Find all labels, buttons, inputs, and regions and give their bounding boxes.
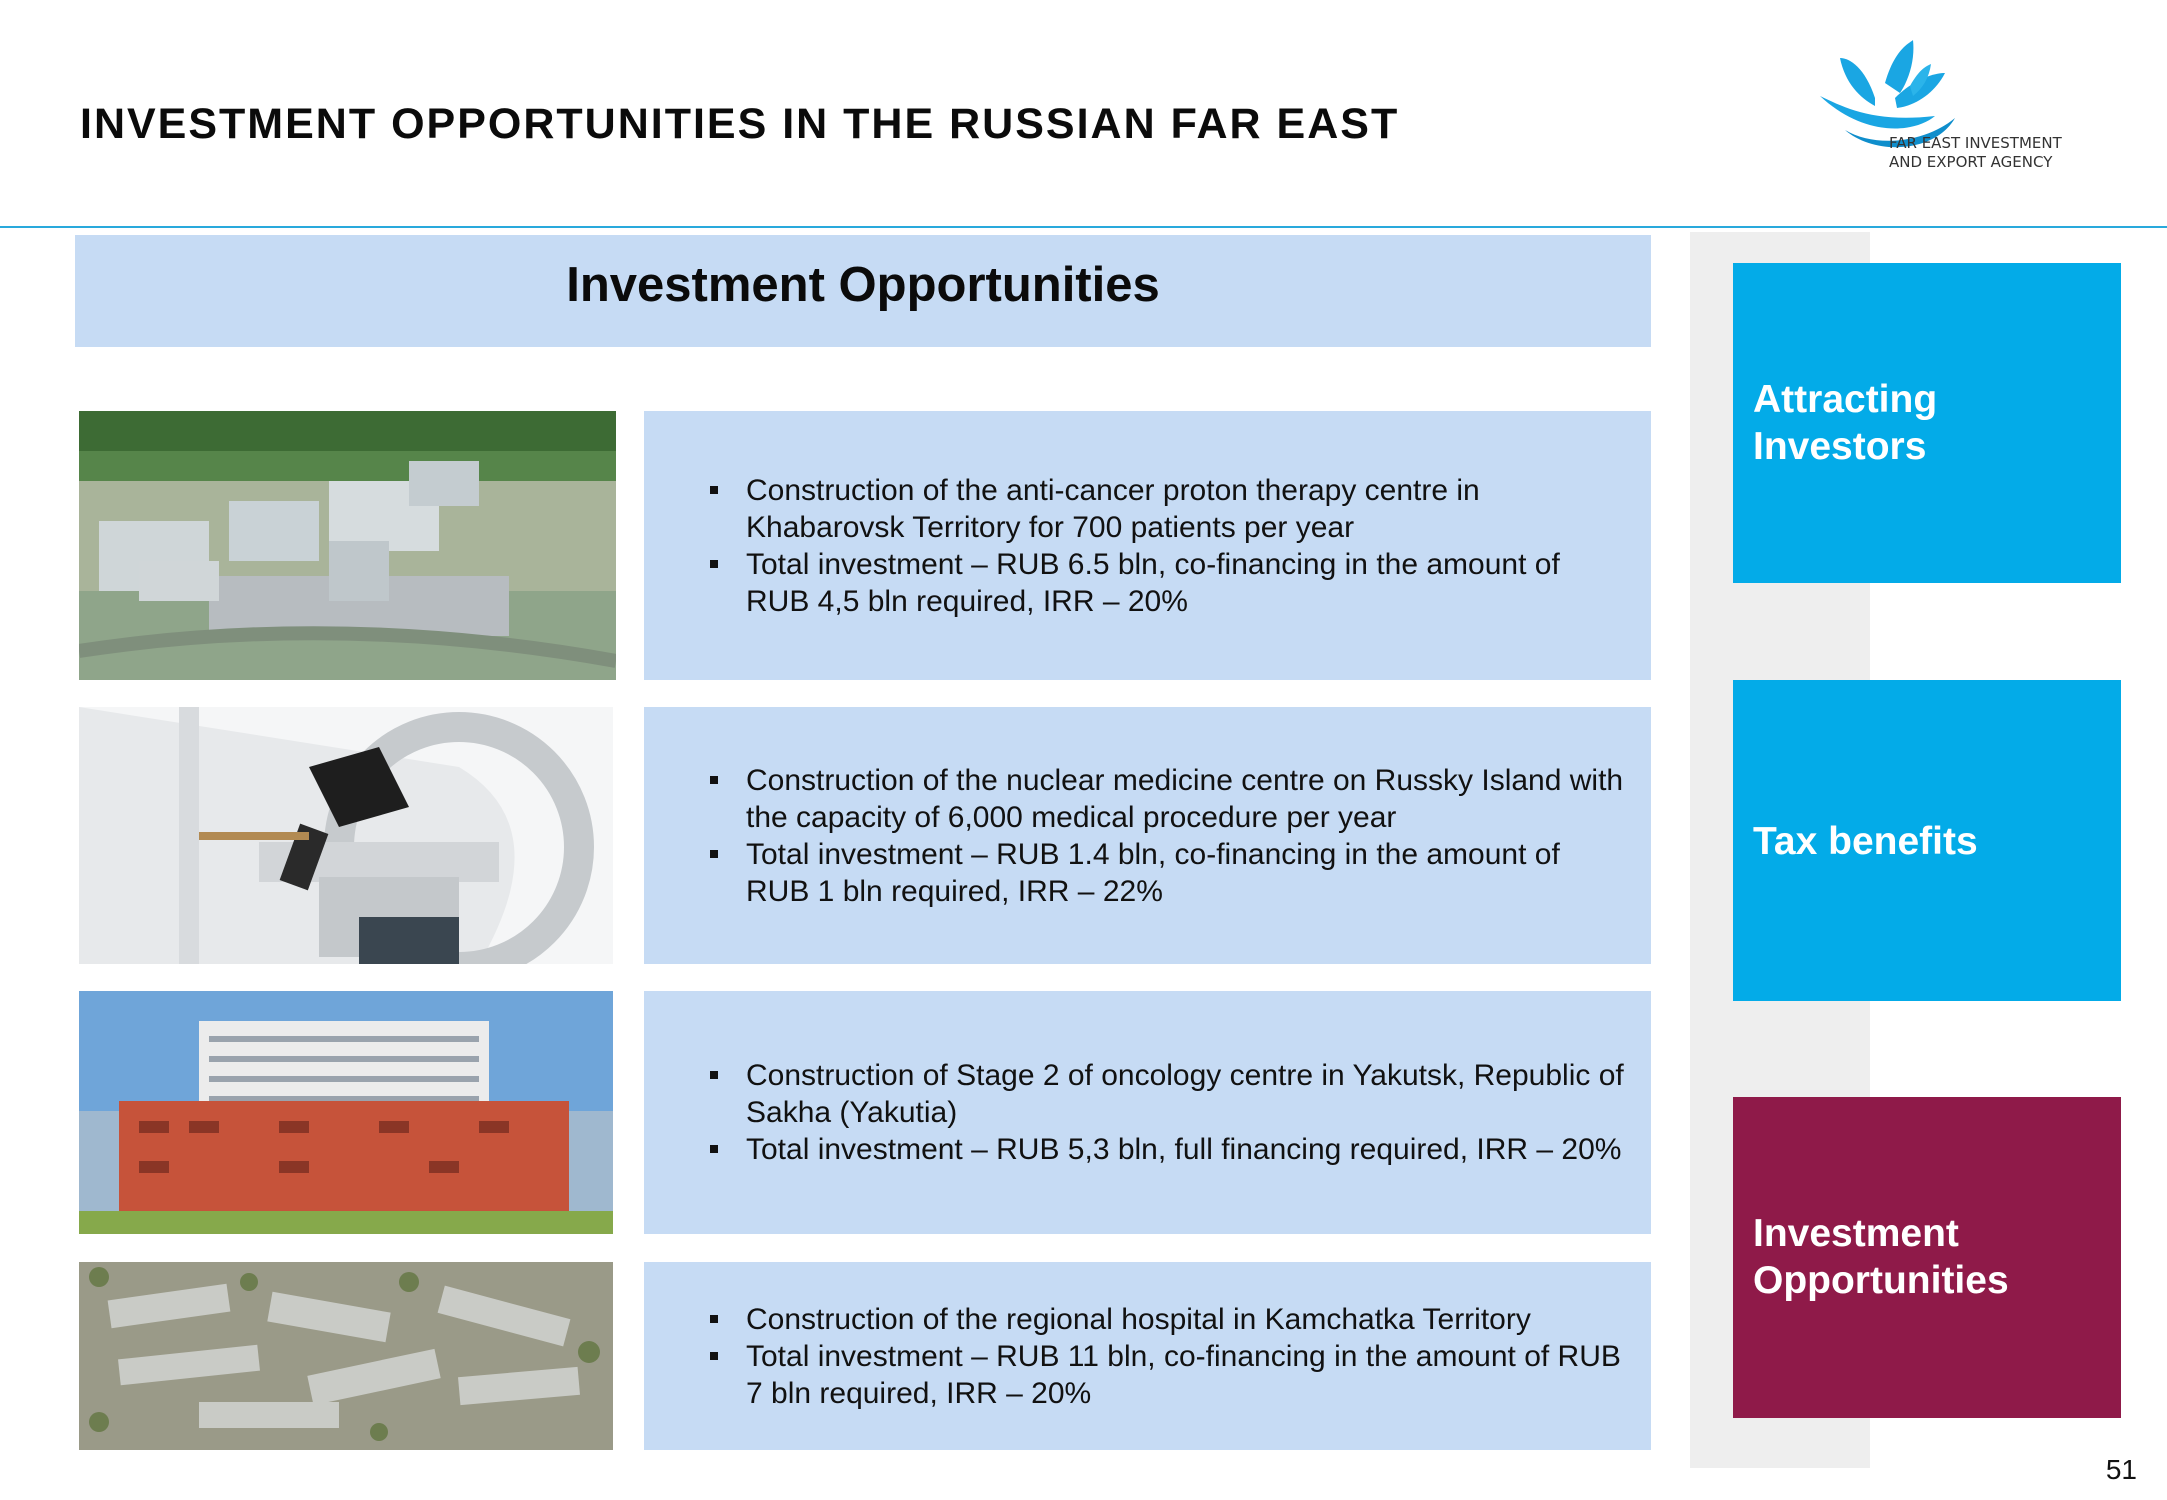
project-financing: Total investment – RUB 5,3 bln, full financing required, IRR – 20% — [686, 1131, 1631, 1168]
project-description: Construction of the nuclear medicine centre on Russky Island with the capacity of 6,000 medical procedure per year — [686, 762, 1631, 836]
nav-label: Tax benefits — [1753, 820, 1978, 863]
project-financing: Total investment – RUB 11 bln, co-financing in the amount of RUB 7 bln required, IRR – 20% — [686, 1338, 1631, 1412]
nav-label: Investment Opportunities — [1753, 1212, 2009, 1302]
project-bullet-list — [686, 472, 1631, 620]
project-financing: Total investment – RUB 6.5 bln, co-financing in the amount of RUB 4,5 bln required, IRR – 20% — [686, 546, 1631, 620]
project-description: Construction of Stage 2 of oncology centre in Yakutsk, Republic of Sakha (Yakutia) — [686, 1057, 1631, 1131]
project-bullet-list — [686, 1301, 1631, 1412]
project-image-proton-centre — [79, 411, 616, 680]
section-banner — [75, 235, 1651, 347]
header-divider — [0, 226, 2167, 228]
nav-attracting-investors[interactable] — [1733, 263, 2121, 583]
project-description: Construction of the anti-cancer proton therapy centre in Khabarovsk Territory for 700 patients per year — [686, 472, 1631, 546]
project-bullet-list — [686, 762, 1631, 910]
agency-name-line1: FAR EAST INVESTMENT — [1889, 134, 2062, 152]
project-image-nuclear-medicine — [79, 707, 613, 964]
project-bullet-list — [686, 1057, 1631, 1168]
project-description: Construction of the regional hospital in Kamchatka Territory — [686, 1301, 1631, 1338]
project-card — [644, 1262, 1651, 1450]
project-card — [644, 707, 1651, 964]
project-image-regional-hospital — [79, 1262, 613, 1450]
agency-name — [1889, 134, 2062, 172]
section-title: Investment Opportunities — [566, 258, 1160, 312]
nav-tax-benefits[interactable] — [1733, 680, 2121, 1001]
page-title: INVESTMENT OPPORTUNITIES IN THE RUSSIAN FAR EAST — [80, 100, 1400, 148]
agency-name-line2: AND EXPORT AGENCY — [1889, 153, 2053, 171]
page-number: 51 — [2105, 1454, 2137, 1485]
project-image-oncology-centre — [79, 991, 613, 1234]
project-card — [644, 991, 1651, 1234]
nav-investment-opportunities[interactable] — [1733, 1097, 2121, 1418]
nav-label: Attracting Investors — [1753, 378, 1938, 468]
project-card — [644, 411, 1651, 680]
project-financing: Total investment – RUB 1.4 bln, co-financing in the amount of RUB 1 bln required, IRR – 22% — [686, 836, 1631, 910]
